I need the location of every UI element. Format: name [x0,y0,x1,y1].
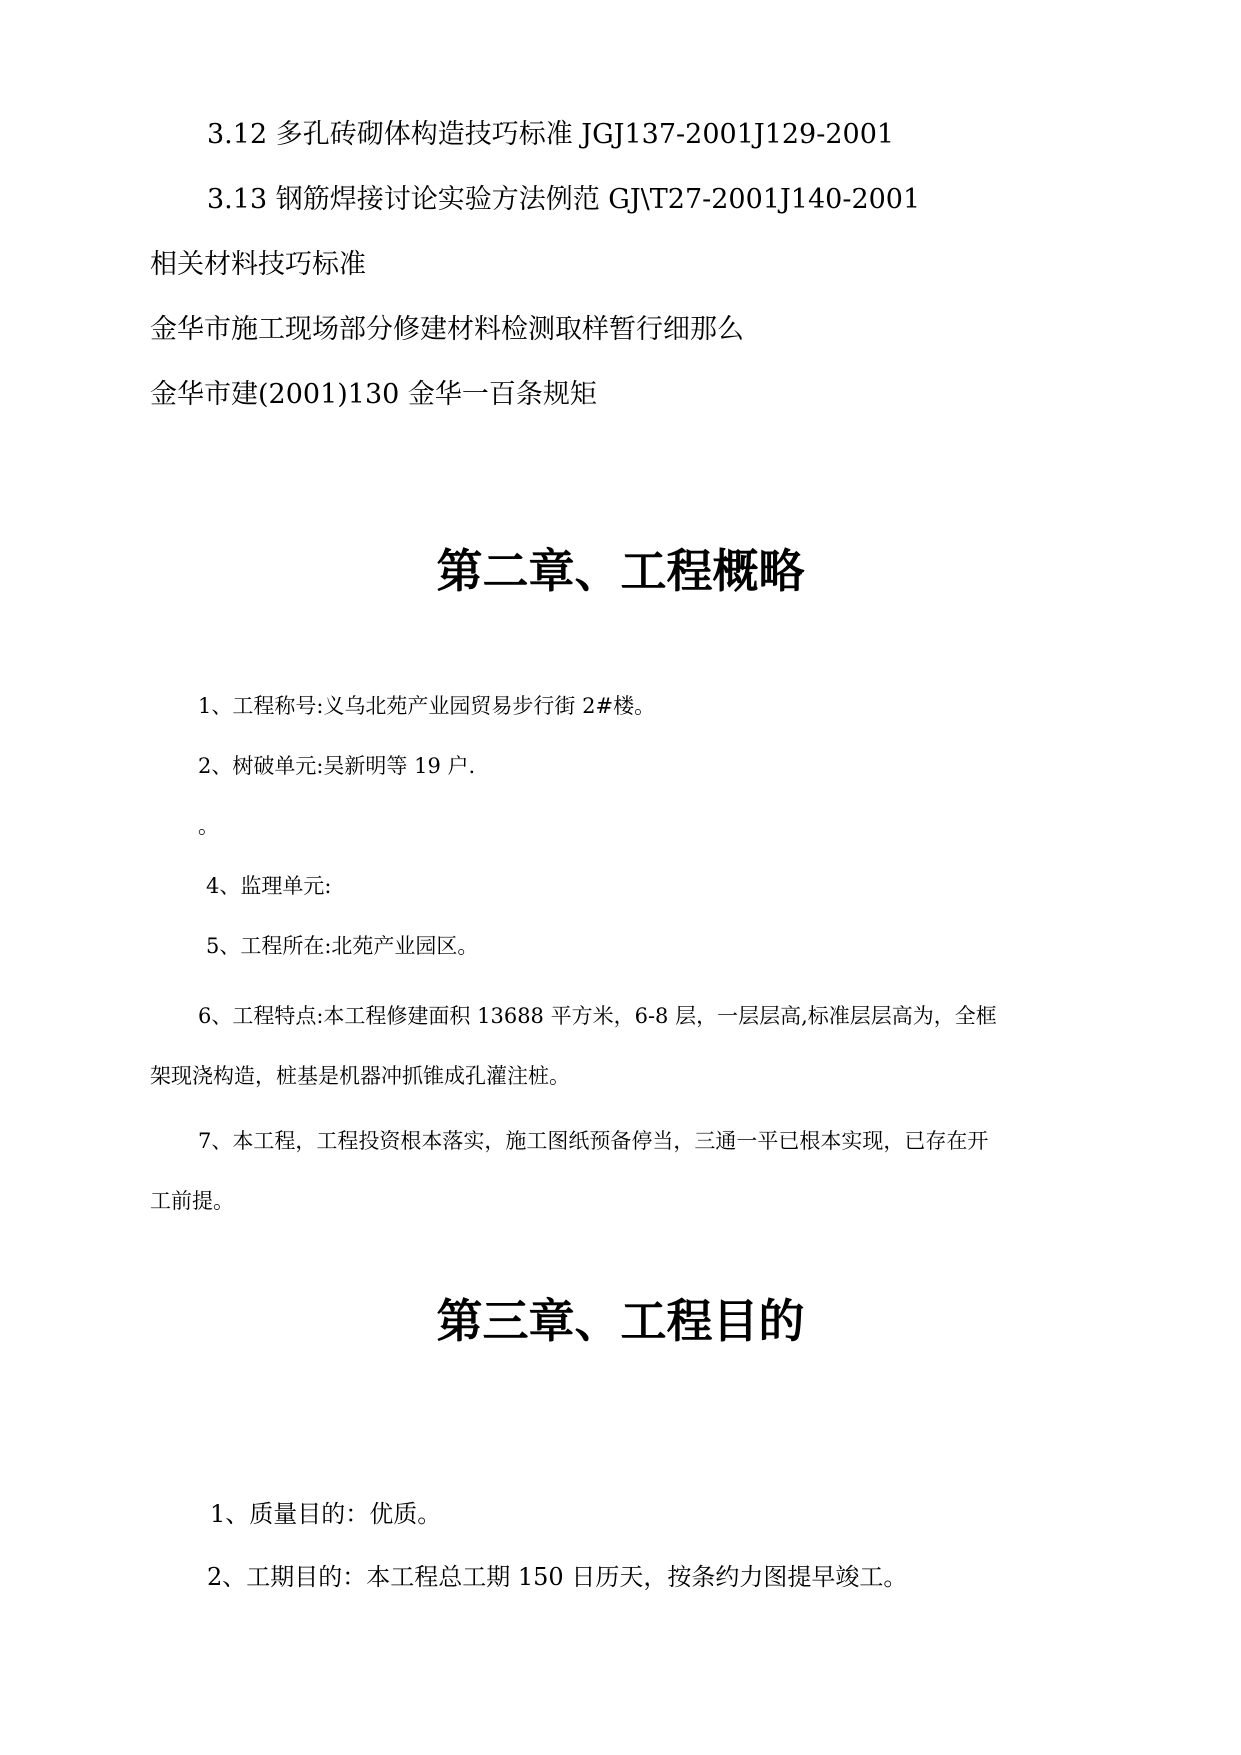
chapter-2-title: 第二章、工程概略 [436,544,805,598]
empty-item-mark: 。 [198,814,219,838]
chapter-3-title: 第三章、工程目的 [436,1294,805,1348]
sampling-rules-line: 金华市施工现场部分修建材料检测取样暂行细那么 [150,314,744,345]
project-features-continuation: 架现浇构造，桩基是机器冲抓锥成孔灌注桩。 [150,1064,570,1088]
project-features-item: 6、工程特点:本工程修建面积 13688 平方米，6-8 层，一层层高,标准层层高为，全框 [198,1004,997,1028]
project-name-item: 1、工程称号:义乌北苑产业园贸易步行街 2#楼。 [198,694,656,718]
project-location-item: 5、工程所在:北苑产业园区。 [206,934,479,958]
project-readiness-item: 7、本工程，工程投资根本落实，施工图纸预备停当，三通一平已根本实现，已存在开 [198,1129,989,1153]
jinhua-rules-line: 金华市建(2001)130 金华一百条规矩 [150,379,597,410]
schedule-goal-item: 2、工期目的：本工程总工期 150 日历天，按条约力图提早竣工。 [207,1563,908,1591]
project-readiness-continuation: 工前提。 [150,1189,234,1213]
supervision-unit-item: 4、监理单元: [206,874,332,898]
builder-unit-item: 2、树破单元:吴新明等 19 户. [198,754,476,778]
related-standards-line: 相关材料技巧标准 [150,249,366,280]
standard-line-3-12: 3.12 多孔砖砌体构造技巧标准 JGJ137-2001J129-2001 [207,119,895,150]
standard-line-3-13: 3.13 钢筋焊接讨论实验方法例范 GJ\T27-2001J140-2001 [207,184,921,215]
quality-goal-item: 1、质量目的：优质。 [210,1500,442,1528]
